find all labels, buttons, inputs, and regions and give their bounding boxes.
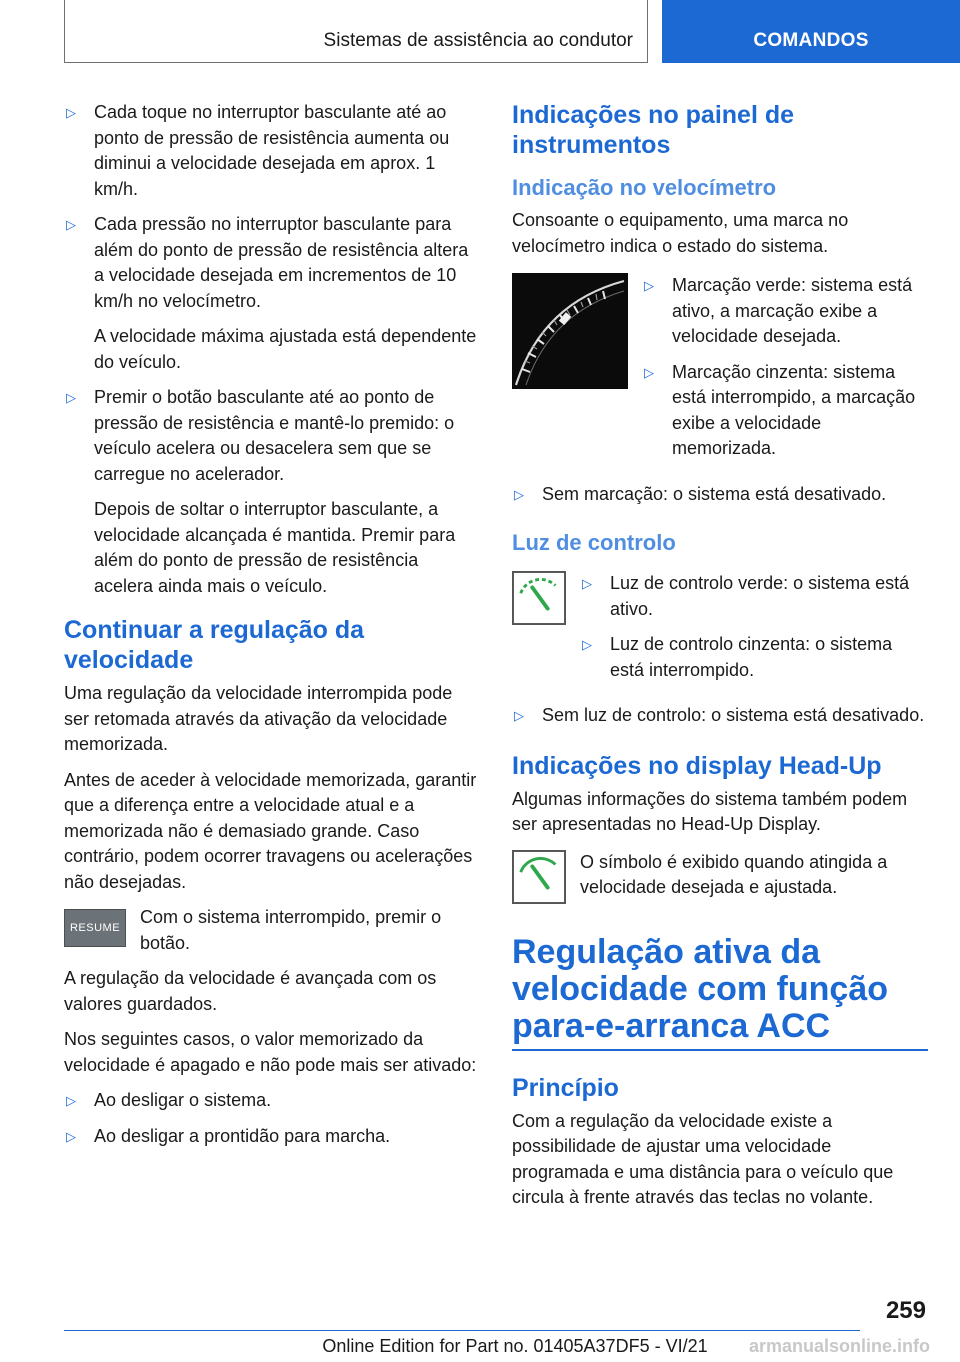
triangle-bullet-icon: ▷ <box>582 637 592 652</box>
heading-acc: Regulação ativa da velocidade com função para-e-arranca ACC <box>512 932 888 1045</box>
paragraph: Nos seguintes casos, o valor memorizado da velocidade é apagado e não pode mais ser ativado: <box>64 1029 477 1075</box>
list-item: ▷ Cada pressão no interruptor basculante para além do ponto de pressão de resistência altera a velocidade desejada em incrementos de 10 km/h no velocímetro. <box>66 214 469 311</box>
speedometer-marker-image <box>512 273 628 389</box>
right-column <box>512 100 928 1221</box>
list-item: ▷ Marcação cinzenta: sistema está interrompido, a marcação exibe a velocidade memorizada. <box>644 361 916 458</box>
footer-rule <box>64 1330 860 1331</box>
footer-edition: Online Edition for Part no. 01405A37DF5 - VI/21 <box>322 1336 708 1356</box>
heading-indicator-light: Luz de controlo <box>512 530 676 555</box>
list-item: ▷ Cada toque no interruptor basculante até ao ponto de pressão de resistência aumenta ou diminui a velocidade desejada em aprox. 1 km/h. <box>66 102 450 199</box>
hud-speed-symbol-icon <box>512 850 566 904</box>
speed-indicator-light-icon <box>512 571 566 625</box>
indicator-light-row <box>512 571 928 693</box>
triangle-bullet-icon: ▷ <box>66 1128 76 1144</box>
speedometer-row <box>512 273 928 472</box>
page-number: 259 <box>885 1297 926 1324</box>
triangle-bullet-icon: ▷ <box>66 390 76 405</box>
heading-rule <box>512 1049 928 1051</box>
list-item: ▷ Luz de controlo cinzenta: o sistema está interrompido. <box>582 634 893 680</box>
paragraph: Uma regulação da velocidade interrompida pode ser retomada através da ativação da velocidade memorizada. <box>64 683 453 754</box>
header-chapter-tab[interactable] <box>662 0 960 63</box>
list-item: ▷ Premir o botão basculante até ao ponto de pressão de resistência e mantê-lo premido: o veículo acelera ou desacelera sem que se carregue no acelerador. <box>66 387 455 484</box>
triangle-bullet-icon: ▷ <box>66 1093 76 1108</box>
list-item-note: Depois de soltar o interruptor basculante, a velocidade alcançada é mantida. Premir para além do ponto de pressão de resistência acelera ainda mais o veículo. <box>94 499 456 596</box>
paragraph: A regulação da velocidade é avançada com os valores guardados. <box>64 968 437 1014</box>
triangle-bullet-icon: ▷ <box>582 576 592 591</box>
triangle-bullet-icon: ▷ <box>514 486 524 502</box>
header-section-box <box>64 0 648 63</box>
heading-speedometer: Indicação no velocímetro <box>512 175 777 200</box>
resume-row <box>64 905 478 956</box>
heading-instrument-panel: Indicações no painel de instrumentos <box>512 101 795 159</box>
paragraph: Com a regulação da velocidade existe a possibilidade de ajustar uma velocidade programada e uma distância para o veículo que circula à frente através das teclas no volante. <box>512 1110 894 1207</box>
left-column <box>64 100 478 1159</box>
paragraph: Consoante o equipamento, uma marca no velocímetro indica o estado do sistema. <box>512 210 849 256</box>
heading-principle: Princípio <box>512 1073 619 1102</box>
list-item: ▷ Marcação verde: sistema está ativo, a marcação exibe a velocidade desejada. <box>644 275 913 346</box>
resume-description: Com o sistema interrompido, premir o botão. <box>140 907 442 953</box>
triangle-bullet-icon: ▷ <box>644 364 654 380</box>
list-item: ▷ Sem luz de controlo: o sistema está desativado. <box>512 703 928 729</box>
list-item: ▷ Luz de controlo verde: o sistema está ativo. <box>582 573 910 619</box>
list-item-note: A velocidade máxima ajustada está dependente do veículo. <box>94 326 477 372</box>
paragraph: Antes de aceder à velocidade memorizada, garantir que a diferença entre a velocidade atual e a memorizada não é demasiado grande. Caso contrário, podem ocorrer travagens ou acelerações não desejadas. <box>64 769 477 892</box>
indicator-light-bullets <box>580 571 928 693</box>
triangle-bullet-icon: ▷ <box>514 708 524 723</box>
header-chapter-label: COMANDOS <box>753 30 869 51</box>
header-section-title: Sistemas de assistência ao condutor <box>323 30 633 51</box>
heading-continue-regulation: Continuar a regulação da velocidade <box>64 616 365 674</box>
list-item: ▷ Ao desligar o sistema. <box>64 1088 478 1114</box>
heading-head-up-display: Indicações no display Head-Up <box>512 751 882 780</box>
triangle-bullet-icon: ▷ <box>66 217 76 232</box>
hud-row <box>512 850 928 904</box>
footer-watermark: armanualsonline.info <box>748 1336 930 1356</box>
hud-description: O símbolo é exibido quando atingida a velocidade desejada e ajustada. <box>580 851 888 897</box>
list-item: ▷ Sem marcação: o sistema está desativado. <box>512 482 928 508</box>
list-item: ▷ Ao desligar a prontidão para marcha. <box>64 1124 478 1150</box>
paragraph: Algumas informações do sistema também podem ser apresentadas no Head-Up Display. <box>512 788 908 834</box>
triangle-bullet-icon: ▷ <box>66 105 76 120</box>
speedometer-bullets <box>642 273 928 472</box>
triangle-bullet-icon: ▷ <box>644 278 654 293</box>
resume-button-image: RESUME <box>64 909 126 947</box>
